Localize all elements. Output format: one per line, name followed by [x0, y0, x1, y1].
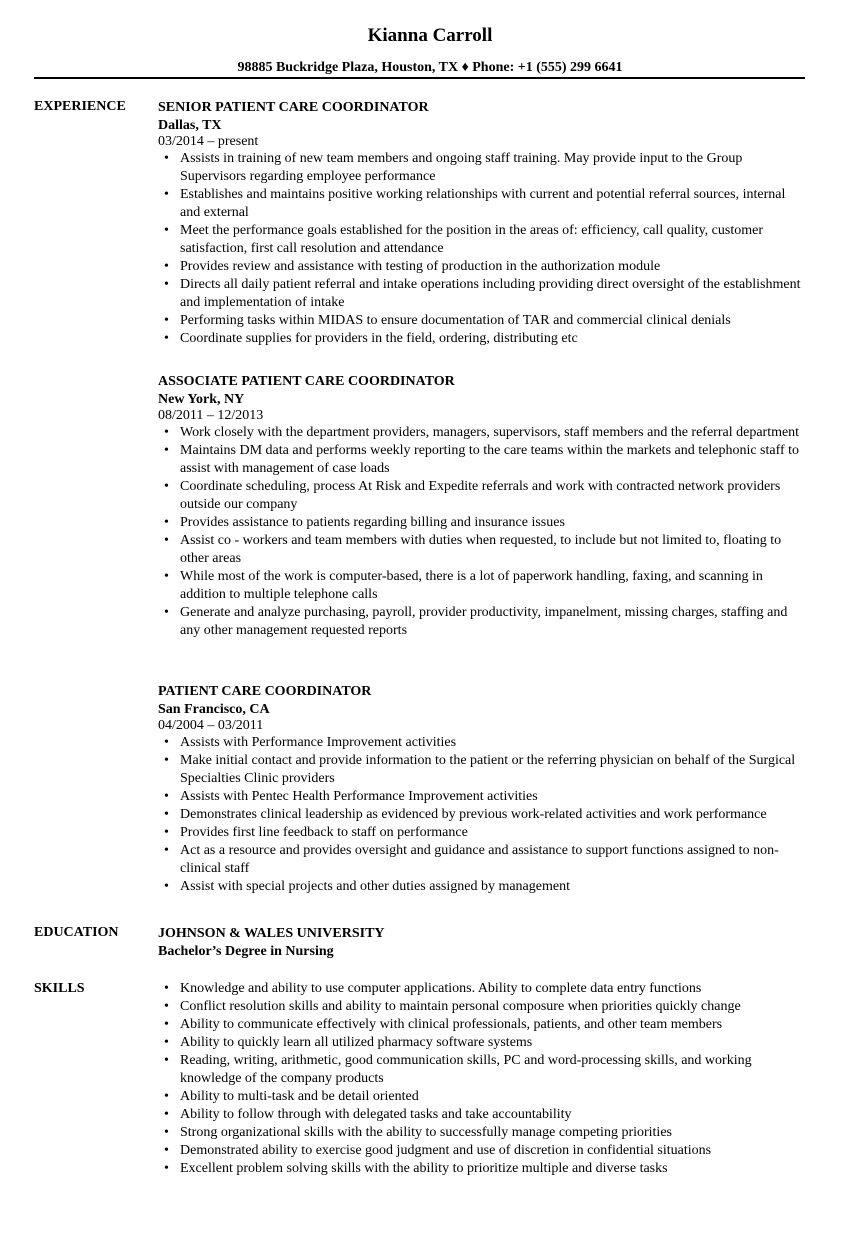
list-item: • While most of the work is computer-based, there is a lot of paperwork handling, faxing, and scanning in addition to multiple telephone calls: [158, 568, 808, 604]
list-item: • Make initial contact and provide information to the patient or the referring physician on behalf of the Surgical Specialties Clinic providers: [158, 752, 808, 788]
list-item: • Coordinate scheduling, process At Risk and Expedite referrals and work with contracted network providers outside our company: [158, 478, 808, 514]
list-item: • Conflict resolution skills and ability to maintain personal composure when priorities quickly change: [158, 998, 808, 1016]
job-location: New York, NY: [158, 392, 245, 407]
list-item: • Ability to quickly learn all utilized pharmacy software systems: [158, 1034, 808, 1052]
education-section-label: EDUCATION: [34, 925, 119, 940]
job-entry: [158, 373, 808, 640]
list-item: • Establishes and maintains positive working relationships with current and potential referral sources, internal and external: [158, 186, 808, 222]
list-item: • Provides first line feedback to staff on performance: [158, 824, 808, 842]
list-item: • Ability to communicate effectively with clinical professionals, patients, and other team members: [158, 1016, 808, 1034]
job-duties-list: [158, 150, 808, 348]
list-item: • Provides assistance to patients regarding billing and insurance issues: [158, 514, 808, 532]
list-item: • Ability to multi-task and be detail oriented: [158, 1088, 808, 1106]
job-location: Dallas, TX: [158, 118, 222, 133]
list-item: • Maintains DM data and performs weekly reporting to the care teams within the markets and telephonic staff to assist with management of case loads: [158, 442, 808, 478]
list-item: • Ability to follow through with delegated tasks and take accountability: [158, 1106, 808, 1124]
job-title: SENIOR PATIENT CARE COORDINATOR: [158, 100, 429, 115]
list-item: • Reading, writing, arithmetic, good communication skills, PC and word-processing skills, and working knowledge of the company products: [158, 1052, 808, 1088]
job-title: ASSOCIATE PATIENT CARE COORDINATOR: [158, 374, 455, 389]
list-item: • Generate and analyze purchasing, payroll, provider productivity, impanelment, missing charges, staffing and any other management requested reports: [158, 604, 808, 640]
list-item: • Work closely with the department providers, managers, supervisors, staff members and the referral department: [158, 424, 808, 442]
degree: Bachelor’s Degree in Nursing: [158, 944, 334, 959]
contact-line: 98885 Buckridge Plaza, Houston, TX ♦ Phone: +1 (555) 299 6641: [237, 60, 623, 75]
list-item: • Performing tasks within MIDAS to ensure documentation of TAR and commercial clinical denials: [158, 312, 808, 330]
list-item: • Strong organizational skills with the ability to successfully manage competing priorities: [158, 1124, 808, 1142]
list-item: • Assists with Performance Improvement activities: [158, 734, 808, 752]
school-name: JOHNSON & WALES UNIVERSITY: [158, 926, 385, 941]
skills-list: [158, 980, 808, 1178]
list-item: • Excellent problem solving skills with the ability to prioritize multiple and diverse tasks: [158, 1160, 808, 1178]
header-divider: [34, 77, 805, 79]
list-item: • Directs all daily patient referral and intake operations including providing direct oversight of the establishment and implementation of intake: [158, 276, 808, 312]
job-duties-list: [158, 734, 808, 896]
experience-section-label: EXPERIENCE: [34, 99, 126, 114]
job-entry: [158, 683, 808, 896]
candidate-name: Kianna Carroll: [367, 25, 493, 46]
list-item: • Act as a resource and provides oversight and guidance and assistance to support functions assigned to non-clinical staff: [158, 842, 808, 878]
job-entry: [158, 99, 808, 348]
job-location: San Francisco, CA: [158, 702, 270, 717]
list-item: • Coordinate supplies for providers in the field, ordering, distributing etc: [158, 330, 808, 348]
list-item: • Knowledge and ability to use computer applications. Ability to complete data entry functions: [158, 980, 808, 998]
list-item: • Demonstrates clinical leadership as evidenced by previous work-related activities and work performance: [158, 806, 808, 824]
skills-section-label: SKILLS: [34, 981, 85, 996]
list-item: • Meet the performance goals established for the position in the areas of: efficiency, call quality, customer satisfaction, first call resolution and attendance: [158, 222, 808, 258]
list-item: • Provides review and assistance with testing of production in the authorization module: [158, 258, 808, 276]
job-dates: 04/2004 – 03/2011: [158, 718, 264, 733]
list-item: • Demonstrated ability to exercise good judgment and use of discretion in confidential situations: [158, 1142, 808, 1160]
job-duties-list: [158, 424, 808, 640]
list-item: • Assists with Pentec Health Performance Improvement activities: [158, 788, 808, 806]
skills-entry: [158, 980, 808, 1178]
list-item: • Assist with special projects and other duties assigned by management: [158, 878, 808, 896]
job-title: PATIENT CARE COORDINATOR: [158, 684, 372, 699]
list-item: • Assist co - workers and team members with duties when requested, to include but not limited to, floating to other areas: [158, 532, 808, 568]
job-dates: 08/2011 – 12/2013: [158, 408, 264, 423]
job-dates: 03/2014 – present: [158, 134, 259, 149]
list-item: • Assists in training of new team members and ongoing staff training. May provide input to the Group Supervisors regarding employee performance: [158, 150, 808, 186]
education-entry: [158, 925, 808, 961]
